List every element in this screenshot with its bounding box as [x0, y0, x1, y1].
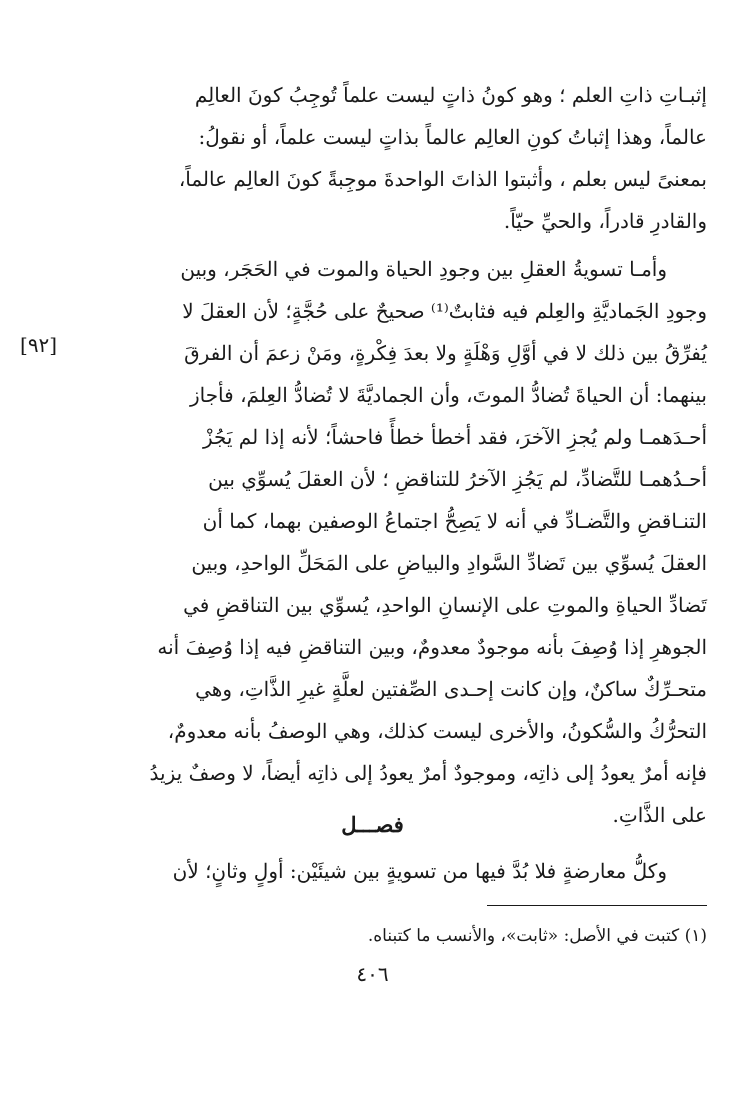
paragraph-line: متحـرِّكٌ ساكنٌ، وإن كانت إحـدى الصِّفتين لعلَّةٍ غيرِ الذَّاتِ، وهي — [195, 677, 707, 701]
paragraph-line: العقلَ يُسوِّي بين تَضادِّ السَّوادِ والبياضِ على المَحَلِّ الواحدِ، وبين — [191, 551, 707, 575]
paragraph-line: وأمـا تسويةُ العقلِ بين وجودِ الحياة والموت في الحَجَر، وبين — [180, 257, 667, 281]
paragraph-line: أحـدُهمـا للتَّضادِّ، لم يَجُزِ الآخرُ للتناقضِ ؛ لأن العقلَ يُسوِّي بين — [208, 467, 707, 491]
paragraph-line: بينهما: أن الحياةَ تُضادُّ الموتَ، وأن الجماديَّةَ لا تُضادُّ العِلمَ، فأجاز — [189, 383, 707, 407]
paragraph-3: وكلُّ معارضةٍ فلا بُدَّ فيها من تسويةٍ بين شيئَيْن: أولٍ وثانٍ؛ لأن — [172, 859, 667, 883]
paragraph-line: تَضادِّ الحياةِ والموتِ على الإنسانِ الواحدِ، يُسوِّي بين التناقضِ في — [183, 593, 707, 617]
paragraph-line: عالماً، وهذا إثباتُ كونِ العالِم عالماً بذاتٍ ليست علماً، أو نقولُ: — [198, 125, 707, 149]
paragraph-1 — [87, 74, 707, 242]
paragraph-line: الجوهرِ إذا وُصِفَ بأنه موجودٌ معدومٌ، وبين التناقضِ فيه إذا وُصِفَ أنه — [157, 635, 707, 659]
paragraph-line: التحرُّكُ والسُّكونُ، والأخرى ليست كذلك، وهي الوصفُ بأنه معدومٌ، — [167, 719, 707, 743]
paragraph-line: والقادرِ قادراً، والحيِّ حيّاً. — [503, 209, 707, 233]
paragraph-2 — [87, 248, 707, 836]
section-heading: فصـــل — [341, 812, 404, 837]
page-number: ٤٠٦ — [356, 962, 389, 986]
paragraph-line: فإنه أمرٌ يعودُ إلى ذاتِه، وموجودٌ أمرٌ يعودُ إلى ذاتِه أيضاً، لا وصفٌ يزيدُ — [149, 761, 707, 785]
paragraph-line: بمعنىً ليس بعلم ، وأثبتوا الذاتَ الواحدةَ موجِبةً كونَ العالِم عالماً، — [178, 167, 707, 191]
paragraph-line: على الذَّاتِ. — [612, 803, 707, 827]
paragraph-line: التنـاقضِ والتَّضـادِّ في أنه لا يَصِحُّ اجتماعُ الوصفين بهما، كما أن — [202, 509, 707, 533]
footnote-divider — [487, 905, 707, 906]
paragraph-line: وجودِ الجَماديَّةِ والعِلم فيه فثابتٌ⁽¹⁾ صحيحٌ على حُجَّةٍ؛ لأن العقلَ لا — [182, 299, 707, 323]
margin-page-reference: [٩٢] — [20, 333, 58, 357]
paragraph-line: إثبـاتِ ذاتِ العلم ؛ وهو كونُ ذاتٍ ليست علماً تُوجِبُ كونَ العالِم — [194, 83, 707, 107]
footnote: (١) كتبت في الأصل: «ثابت»، والأنسب ما كتبناه. — [367, 926, 707, 946]
paragraph-line: أحـدَهمـا ولم يُجزِ الآخرَ، فقد أخطأ خطأً فاحشاً؛ لأنه إذا لم يَجُزْ — [202, 425, 707, 449]
paragraph-line: يُفرِّقُ بين ذلك لا في أوَّلِ وَهْلَةٍ ولا بعدَ فِكْرةٍ، ومَنْ زعمَ أن الفرقَ — [184, 341, 707, 365]
